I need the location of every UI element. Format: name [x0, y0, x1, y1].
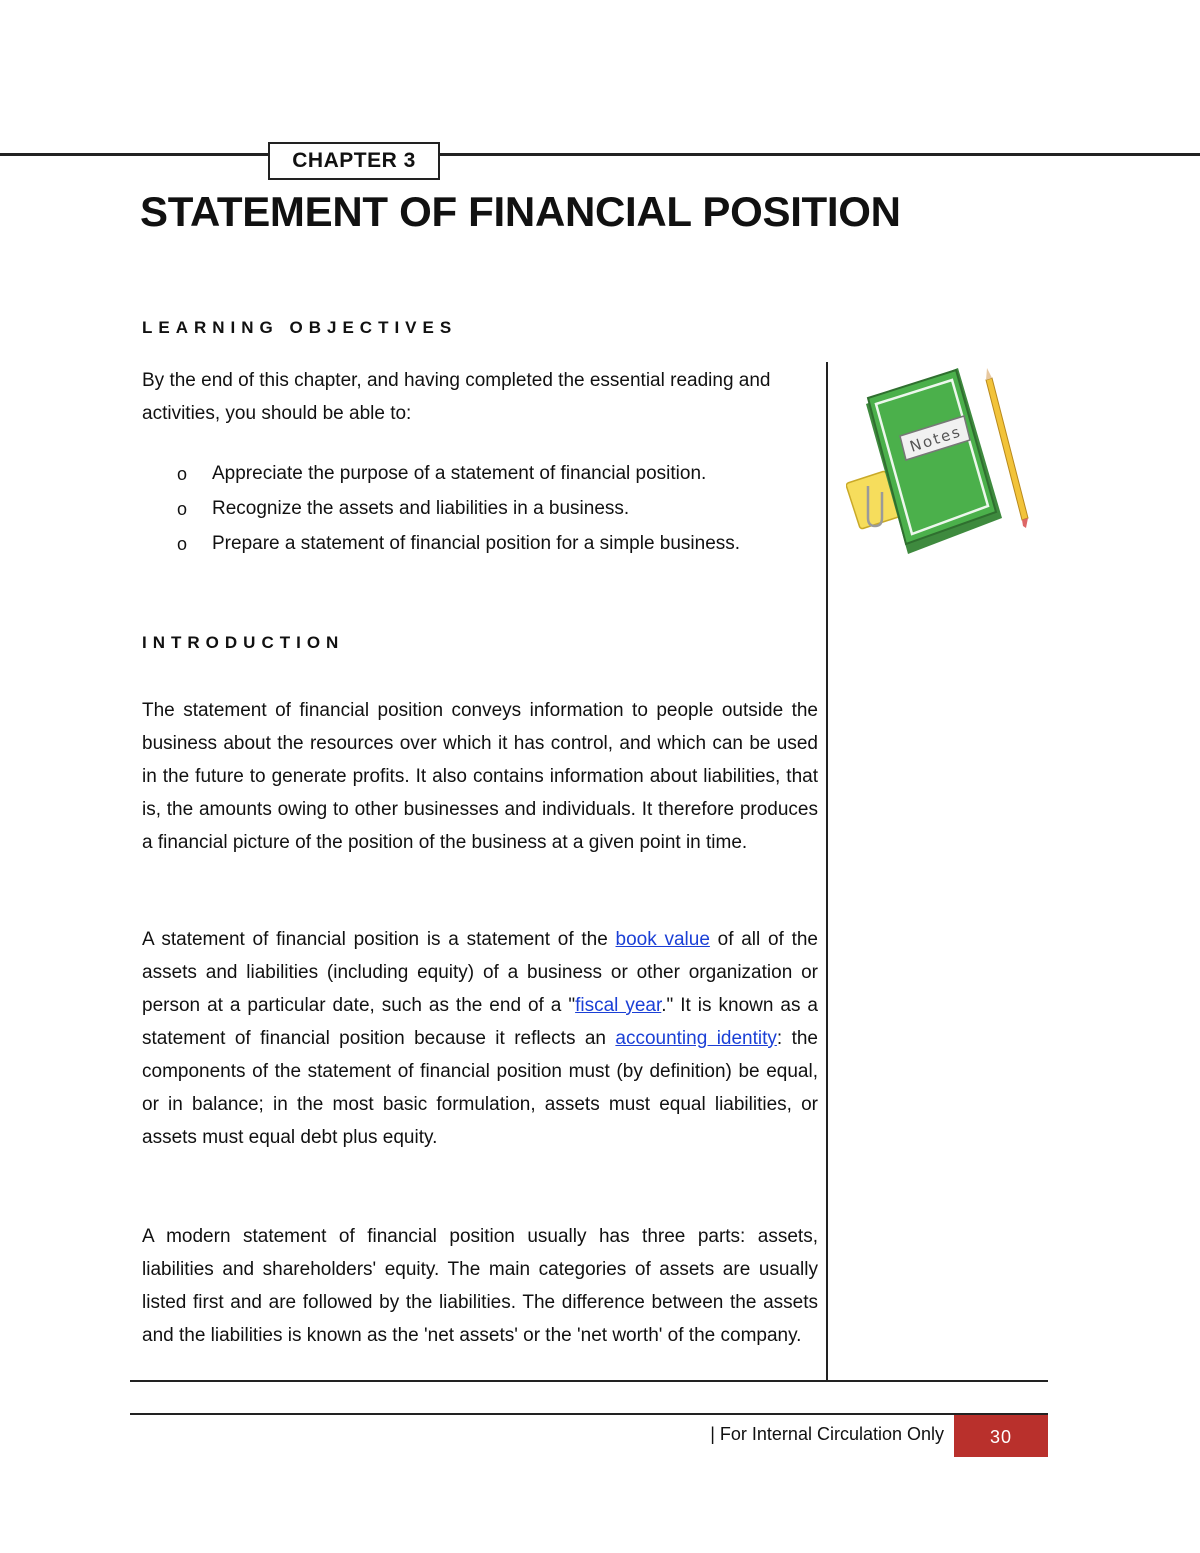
objectives-intro: By the end of this chapter, and having completed the essential reading and activities, you should be able to:: [142, 370, 771, 424]
accounting-identity-link[interactable]: accounting identity: [615, 1028, 777, 1049]
objective-text: Recognize the assets and liabilities in a business.: [212, 498, 630, 519]
chapter-label: CHAPTER 3: [268, 142, 440, 180]
page-title: STATEMENT OF FINANCIAL POSITION: [140, 188, 901, 235]
objective-text: Prepare a statement of financial position for a simple business.: [212, 533, 741, 554]
notes-icon: [846, 368, 1036, 554]
introduction-heading: INTRODUCTION: [142, 633, 345, 652]
top-rule: [0, 153, 1200, 156]
paragraph-text: : the components of the statement of financial position must (by definition) be equal, or in balance; in the most basic formulation, assets must equal liabilities, or assets must equal debt plus equity.: [142, 1028, 818, 1148]
content-bottom-rule: [130, 1380, 1048, 1382]
paragraph-text: of all of the assets and liabilities (including equity) of a business or other organization or person at a particular date, such as the end of a ": [142, 929, 818, 1016]
introduction-paragraph-1: The statement of financial position conveys information to people outside the business about the resources over which it has control, and which can be used in the future to generate profits. It also contains information about liabilities, that is, the amounts owing to other businesses and individuals. It therefore produces a financial picture of the position of the business at a given point in time.: [142, 700, 818, 853]
footer-rule: [130, 1413, 1048, 1415]
fiscal-year-link[interactable]: fiscal year: [575, 995, 662, 1016]
notes-label-text: Notes: [907, 422, 964, 456]
paragraph-text: ." It is known as a statement of financial position because it reflects an: [142, 995, 819, 1049]
page-number-badge: 30: [954, 1415, 1048, 1457]
bullet-marker: o: [177, 499, 188, 519]
paragraph-text: A statement of financial position is a statement of the: [142, 929, 616, 950]
introduction-paragraph-3: A modern statement of financial position usually has three parts: assets, liabilities and shareholders' equity. The main categories of assets are usually listed first and are followed by the liabilities. The difference between the assets and the liabilities is known as the 'net assets' or the 'net worth' of the company.: [142, 1226, 818, 1346]
book-value-link[interactable]: book value: [615, 929, 710, 950]
introduction-paragraph-2: [142, 923, 818, 1154]
sidebar-divider: [826, 362, 828, 1381]
bullet-marker: o: [177, 534, 188, 554]
objective-text: Appreciate the purpose of a statement of financial position.: [212, 463, 707, 484]
footer-text: | For Internal Circulation Only: [710, 1424, 944, 1444]
list-item: [142, 528, 818, 563]
list-item: [142, 493, 818, 528]
list-item: [142, 458, 818, 493]
objectives-list: [142, 458, 818, 563]
bullet-marker: o: [177, 464, 188, 484]
learning-objectives-heading: LEARNING OBJECTIVES: [142, 318, 458, 337]
